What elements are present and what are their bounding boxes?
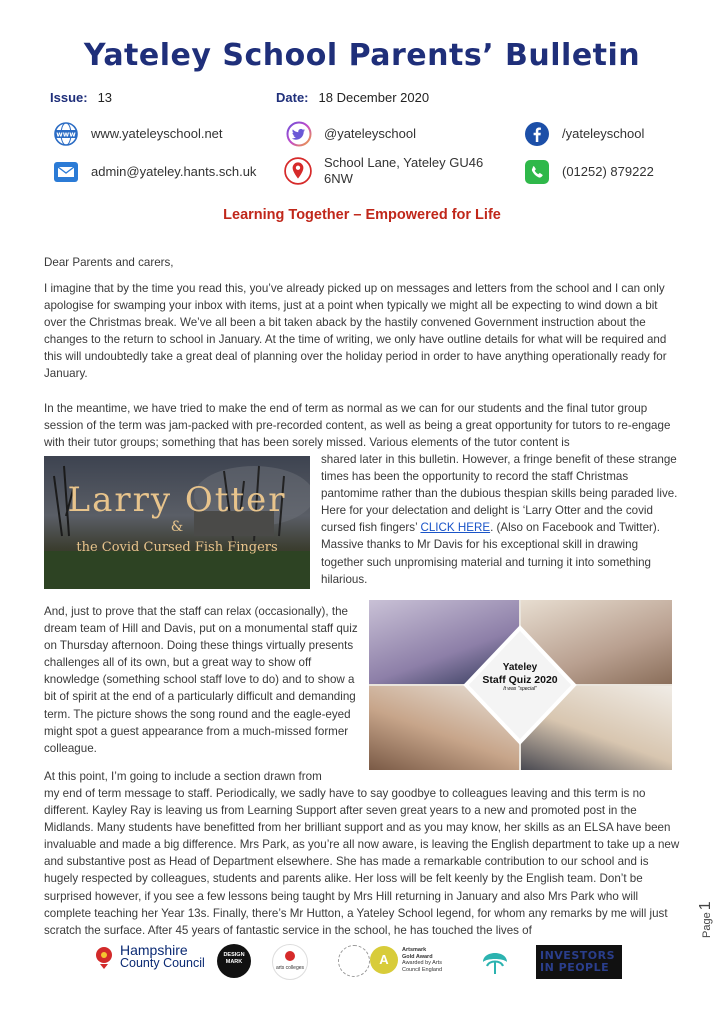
page-number bbox=[697, 901, 715, 938]
paragraph-4-first-line: At this point, I’m going to include a section drawn from bbox=[44, 770, 322, 783]
location-pin-icon bbox=[284, 157, 312, 185]
hcc-line1: Hampshire bbox=[120, 942, 188, 958]
address-line2: 6NW bbox=[324, 171, 353, 186]
bulletin-title: Yateley School Parents’ Bulletin bbox=[83, 38, 641, 73]
arts-colleges-dot-icon bbox=[285, 951, 295, 961]
issue-label: Issue: bbox=[50, 90, 88, 105]
hcc-line2: County Council bbox=[120, 956, 205, 970]
larry-otter-subtitle: the Covid Cursed Fish Fingers bbox=[76, 540, 278, 555]
artsmark-line1: Artsmark bbox=[402, 947, 427, 953]
tree-logo-icon bbox=[477, 944, 513, 978]
date-row bbox=[276, 90, 429, 105]
iip-line2: IN PEOPLE bbox=[540, 961, 610, 974]
quiz-caption-line2: Staff Quiz 2020 bbox=[482, 674, 558, 686]
hampshire-county-council-logo bbox=[94, 944, 205, 970]
arts-council-seal-icon bbox=[338, 945, 370, 977]
artsmark-line4: Council England bbox=[402, 966, 443, 973]
larry-otter-title: Larry Otter bbox=[67, 480, 287, 520]
address-text bbox=[324, 155, 483, 187]
facebook-text[interactable]: /yateleyschool bbox=[562, 126, 645, 141]
arts-colleges-logo bbox=[272, 944, 308, 980]
date-label: Date: bbox=[276, 90, 309, 105]
paragraph-2-side-text-end: . (Also on Facebook and Twitter). Massive thanks to Mr Davis for his exceptional skill in drawing together such unpromising material and turning it into something hilarious. bbox=[321, 521, 660, 586]
facebook-icon bbox=[524, 121, 550, 147]
larry-otter-image bbox=[44, 456, 310, 589]
phone-icon bbox=[524, 159, 550, 185]
click-here-link[interactable]: CLICK HERE bbox=[420, 521, 491, 535]
contact-twitter[interactable] bbox=[286, 121, 416, 147]
paragraph-1: I imagine that by the time you read this, you’ve already picked up on messages and letters from the school and I can only apologise for swamping your inbox with items, just at a point when typically we might all be expecting to wind down a bit over the Christmas break. We’ve all been a bit taken aback by the hastily convened Government instruction about the changes to the return to school in January. At the time of writing, we only have outline details for what will be required and this will undoubtedly take a great deal of planning over the holiday period in order to have anything operationally ready for January. bbox=[44, 282, 667, 381]
school-tagline: Learning Together – Empowered for Life bbox=[223, 207, 501, 223]
iip-line1: INVESTORS bbox=[540, 949, 615, 962]
quiz-caption-line1: Yateley bbox=[502, 662, 538, 673]
arts-colleges-text: arts colleges bbox=[275, 965, 305, 971]
paragraph-4: my end of term message to staff. Periodically, we sadly have to say goodbye to colleagues leaving and this term is no different. Kayley Ray is leaving us from Learning Support after seven great years to a new and promoted post in the Midlands. Many students have benefitted from her brilliant support and as you may know, her skills as an ELSA have been invaluable and made a big difference. Mrs Park, as you’re all now aware, is leaving the English department to take up a new and substantive post as Head of Department elsewhere. She has made a remarkable contribution to our school and is hugely respected by colleagues, students and parents alike. Her loss will be felt keenly by the English team. Don’t be surprised however, if you see a few lessons being taught by Mrs Hill returning in January and also Mrs Park who will complete teaching her Year 13s. Finally, there’s Mr Hutton, a Yateley School legend, for whom any remarks by me will just scratch the surface. After 45 years of fantastic service in the school, he has touched the lives of bbox=[44, 787, 680, 937]
larry-otter-artwork bbox=[44, 456, 310, 589]
artsmark-line2: Gold Award bbox=[402, 953, 433, 960]
hcc-text bbox=[120, 944, 205, 970]
issue-value: 13 bbox=[97, 90, 113, 105]
larry-otter-amp: & bbox=[170, 519, 184, 535]
artsmark-line3: Awarded by Arts bbox=[402, 960, 442, 966]
date-value: 18 December 2020 bbox=[318, 90, 430, 105]
investors-in-people-logo bbox=[536, 945, 622, 979]
email-text[interactable]: admin@yateley.hants.sch.uk bbox=[91, 164, 257, 179]
artsmark-a-icon: A bbox=[370, 946, 398, 974]
quiz-caption bbox=[470, 662, 570, 693]
paragraph-2-side-text: shared later in this bulletin. However, a fringe benefit of these strange times has been the opportunity to record the staff Christmas pantomime rather than the dubious thespian skills being paraded live. Here for your delectation and delight is ‘Larry Otter and the covid cursed fish fingers’ bbox=[321, 453, 678, 535]
phone-text[interactable]: (01252) 879222 bbox=[562, 164, 654, 179]
hampshire-rose-icon bbox=[94, 944, 114, 970]
globe-icon bbox=[53, 121, 79, 147]
artsmark-text bbox=[402, 947, 442, 973]
contact-phone[interactable] bbox=[524, 159, 654, 185]
website-text[interactable]: www.yateleyschool.net bbox=[91, 126, 223, 141]
issue-row bbox=[50, 90, 112, 105]
contact-facebook[interactable] bbox=[524, 121, 644, 147]
greeting: Dear Parents and carers, bbox=[44, 256, 174, 269]
address-line1: School Lane, Yateley GU46 bbox=[324, 155, 484, 170]
staff-quiz-image bbox=[369, 600, 672, 770]
design-mark-logo: DESIGN MARK bbox=[217, 944, 251, 978]
page-label: Page bbox=[701, 912, 713, 938]
paragraph-3: And, just to prove that the staff can relax (occasionally), the dream team of Hill and Davis, put on a monumental staff quiz on Thursday afternoon. Doing these things virtually presents challenges all of its own, but a great way to show off knowledge (something school staff love to do) and to show a bit of spirit at the end of a particularly difficult and demanding term. The picture shows the song round and the eagle-eyed might spot a guest appearance from a much-missed former colleague. bbox=[44, 605, 358, 755]
twitter-icon bbox=[286, 121, 312, 147]
mail-icon bbox=[53, 159, 79, 185]
contact-website[interactable] bbox=[53, 121, 223, 147]
twitter-text[interactable]: @yateleyschool bbox=[324, 126, 416, 141]
contact-address bbox=[284, 155, 483, 187]
contact-email[interactable] bbox=[53, 159, 256, 185]
page-number-value: 1 bbox=[697, 901, 714, 911]
paragraph-2-side bbox=[321, 451, 681, 588]
paragraph-2-top: In the meantime, we have tried to make the end of term as normal as we can for our students and the final tutor group session of the term was jam-packed with pre-recorded content, as well as being a great opportunity for tutors to re-engage with their tutor groups; something that has been sorely missed. Various elements of the tutor content is bbox=[44, 402, 671, 450]
svg-text:www: www bbox=[56, 130, 76, 139]
quiz-caption-line3: It was "special" bbox=[503, 686, 537, 692]
